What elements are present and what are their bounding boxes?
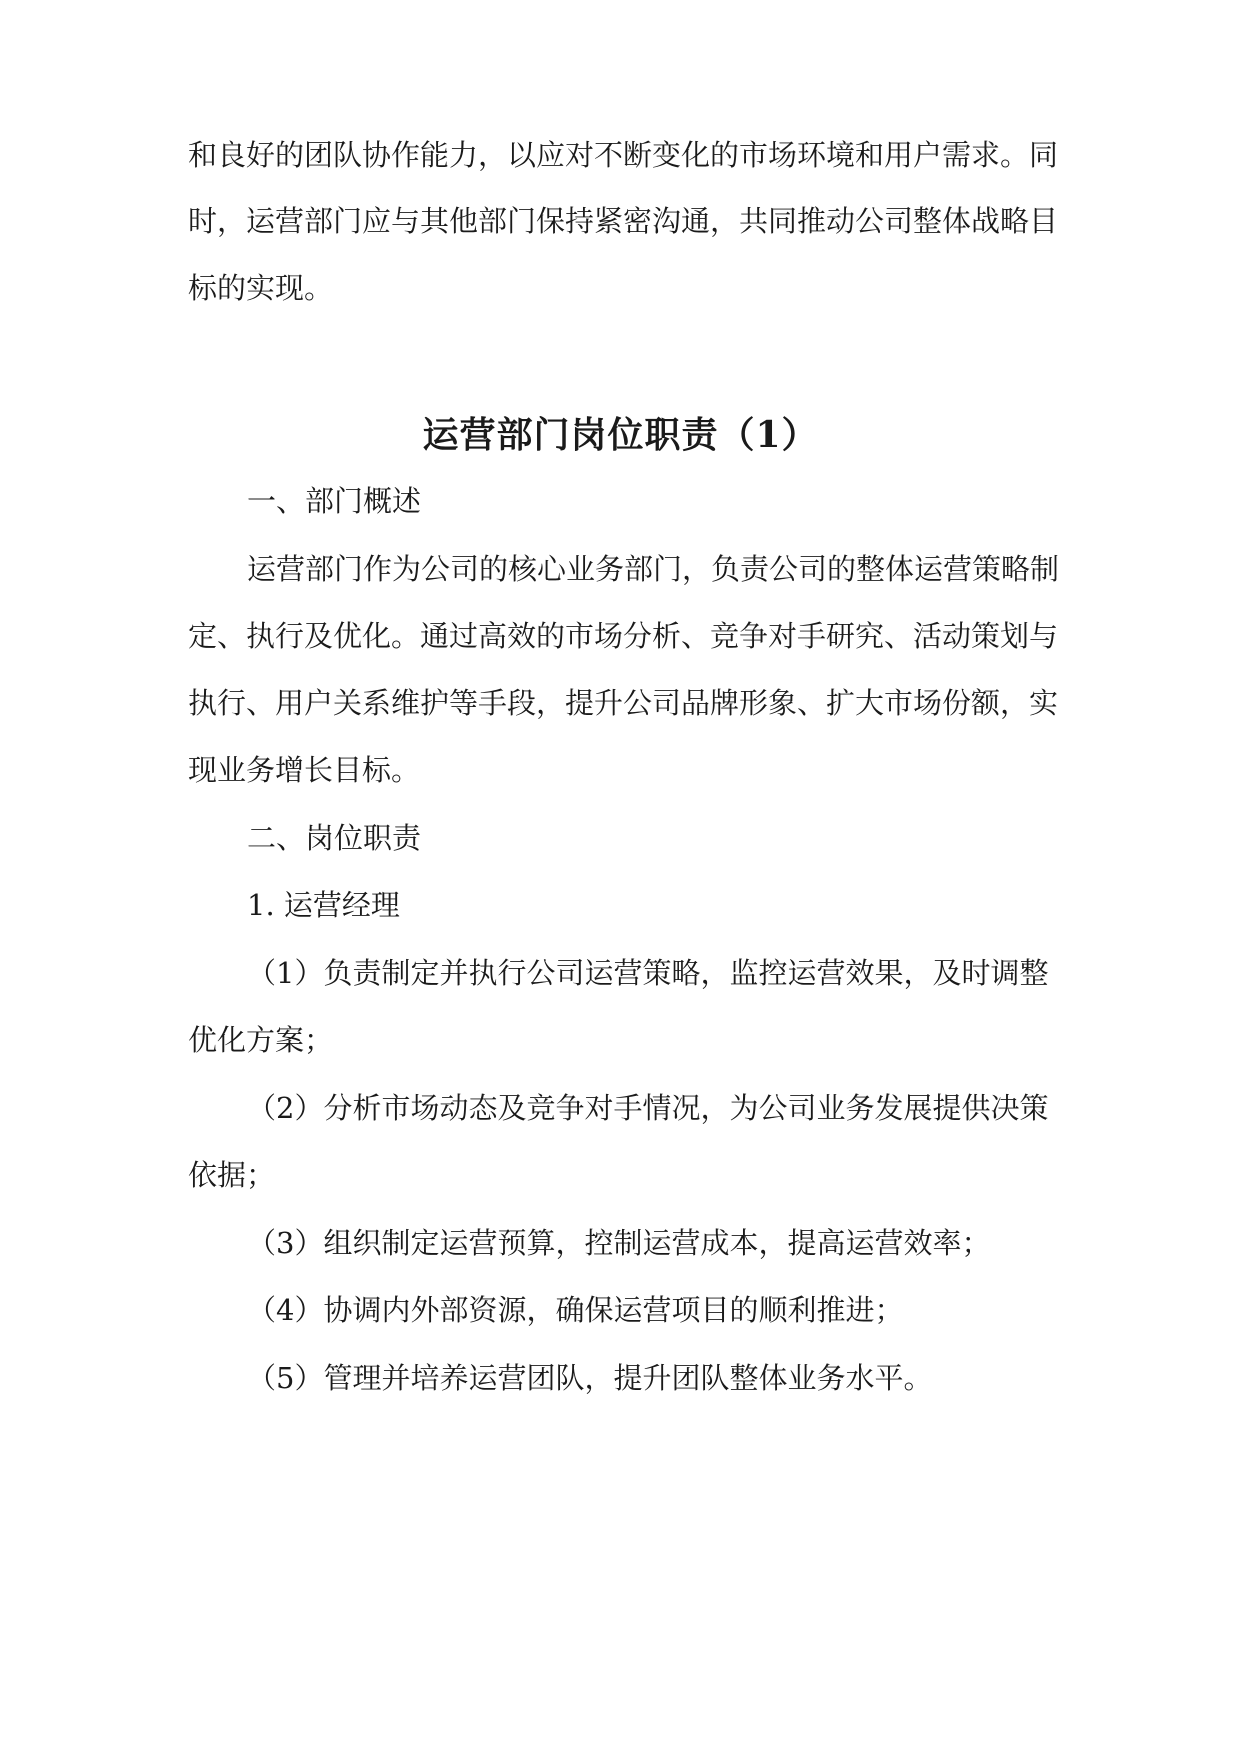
- subheading-operations-manager: 1. 运营经理: [247, 888, 400, 922]
- duty-item-4: （4）协调内外部资源，确保运营项目的顺利推进；: [247, 1293, 904, 1327]
- document-title: 运营部门岗位职责（1）: [422, 414, 819, 456]
- duty-item-3: （3）组织制定运营预算，控制运营成本，提高运营效率；: [247, 1226, 991, 1260]
- overview-line-4: 现业务增长目标。: [188, 753, 421, 787]
- section-heading-overview: 一、部门概述: [247, 484, 422, 518]
- duty-item-5: （5）管理并培养运营团队，提升团队整体业务水平。: [247, 1361, 933, 1395]
- overview-line-3: 执行、用户关系维护等手段，提升公司品牌形象、扩大市场份额，实: [188, 686, 1059, 720]
- duty-item-1-line-2: 优化方案；: [188, 1023, 334, 1057]
- continuation-line-1: 和良好的团队协作能力，以应对不断变化的市场环境和用户需求。同: [188, 138, 1059, 172]
- overview-line-2: 定、执行及优化。通过高效的市场分析、竞争对手研究、活动策划与: [188, 619, 1059, 653]
- duty-item-2-line-2: 依据；: [188, 1158, 276, 1192]
- continuation-line-3: 标的实现。: [188, 271, 334, 305]
- continuation-line-2: 时，运营部门应与其他部门保持紧密沟通，共同推动公司整体战略目: [188, 204, 1059, 238]
- duty-item-2-line-1: （2）分析市场动态及竞争对手情况，为公司业务发展提供决策: [247, 1091, 1049, 1125]
- section-heading-duties: 二、岗位职责: [247, 821, 422, 855]
- duty-item-1-line-1: （1）负责制定并执行公司运营策略，监控运营效果，及时调整: [247, 956, 1049, 990]
- overview-line-1: 运营部门作为公司的核心业务部门，负责公司的整体运营策略制: [247, 552, 1060, 586]
